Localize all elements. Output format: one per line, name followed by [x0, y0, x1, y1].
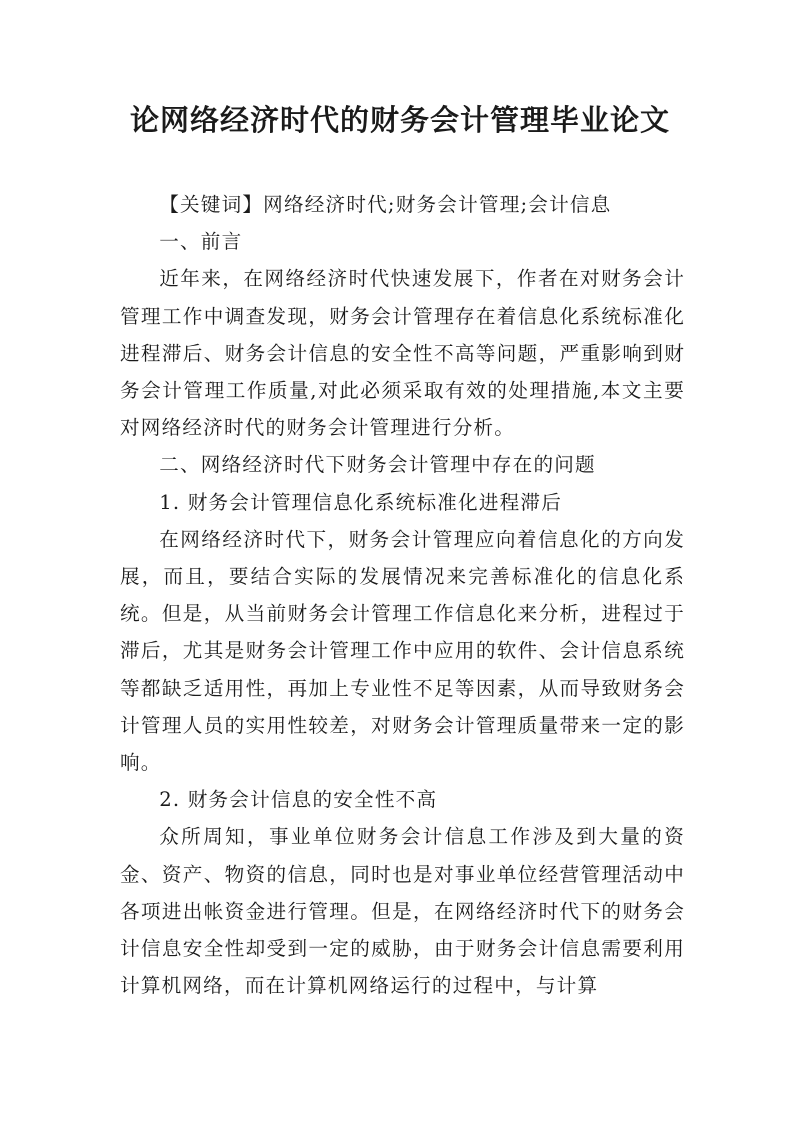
subsection-heading-1: 1. 财务会计管理信息化系统标准化进程滞后 — [159, 490, 562, 514]
section-heading-preface: 一、前言 — [159, 230, 243, 254]
body-paragraph: 在网络经济时代下，财务会计管理应向着信息化的方向发展，而且，要结合实际的发展情况来完善标准化的信息化系统。但是，从当前财务会计管理工作信息化来分析，进程过于滞后，尤其是财务会计管理工作中应用的软件、会计信息系统等都缺乏适用性，再加上专业性不足等因素，从而导致财务会计管理人员的实用性较差，对财务会计管理质量带来一定的影响。 — [120, 527, 685, 775]
body-paragraph: 众所周知，事业单位财务会计信息工作涉及到大量的资金、资产、物资的信息，同时也是对事业单位经营管理活动中各项进出帐资金进行管理。但是，在网络经济时代下的财务会计信息安全性却受到一定的威胁，由于财务会计信息需要利用计算机网络，而在计算机网络运行的过程中，与计算 — [120, 825, 685, 998]
document-body — [120, 186, 685, 1004]
subsection-heading-2: 2. 财务会计信息的安全性不高 — [159, 788, 438, 812]
keywords-paragraph: 【关键词】网络经济时代;财务会计管理;会计信息 — [159, 193, 612, 216]
section-heading-problems: 二、网络经济时代下财务会计管理中存在的问题 — [159, 453, 596, 477]
body-paragraph: 近年来，在网络经济时代快速发展下，作者在对财务会计管理工作中调查发现，财务会计管理存在着信息化系统标准化进程滞后、财务会计信息的安全性不高等问题，严重影响到财务会计管理工作质量,对此必须采取有效的处理措施,本文主要对网络经济时代的财务会计管理进行分析。 — [120, 267, 685, 440]
document-title: 论网络经济时代的财务会计管理毕业论文 — [129, 103, 670, 137]
